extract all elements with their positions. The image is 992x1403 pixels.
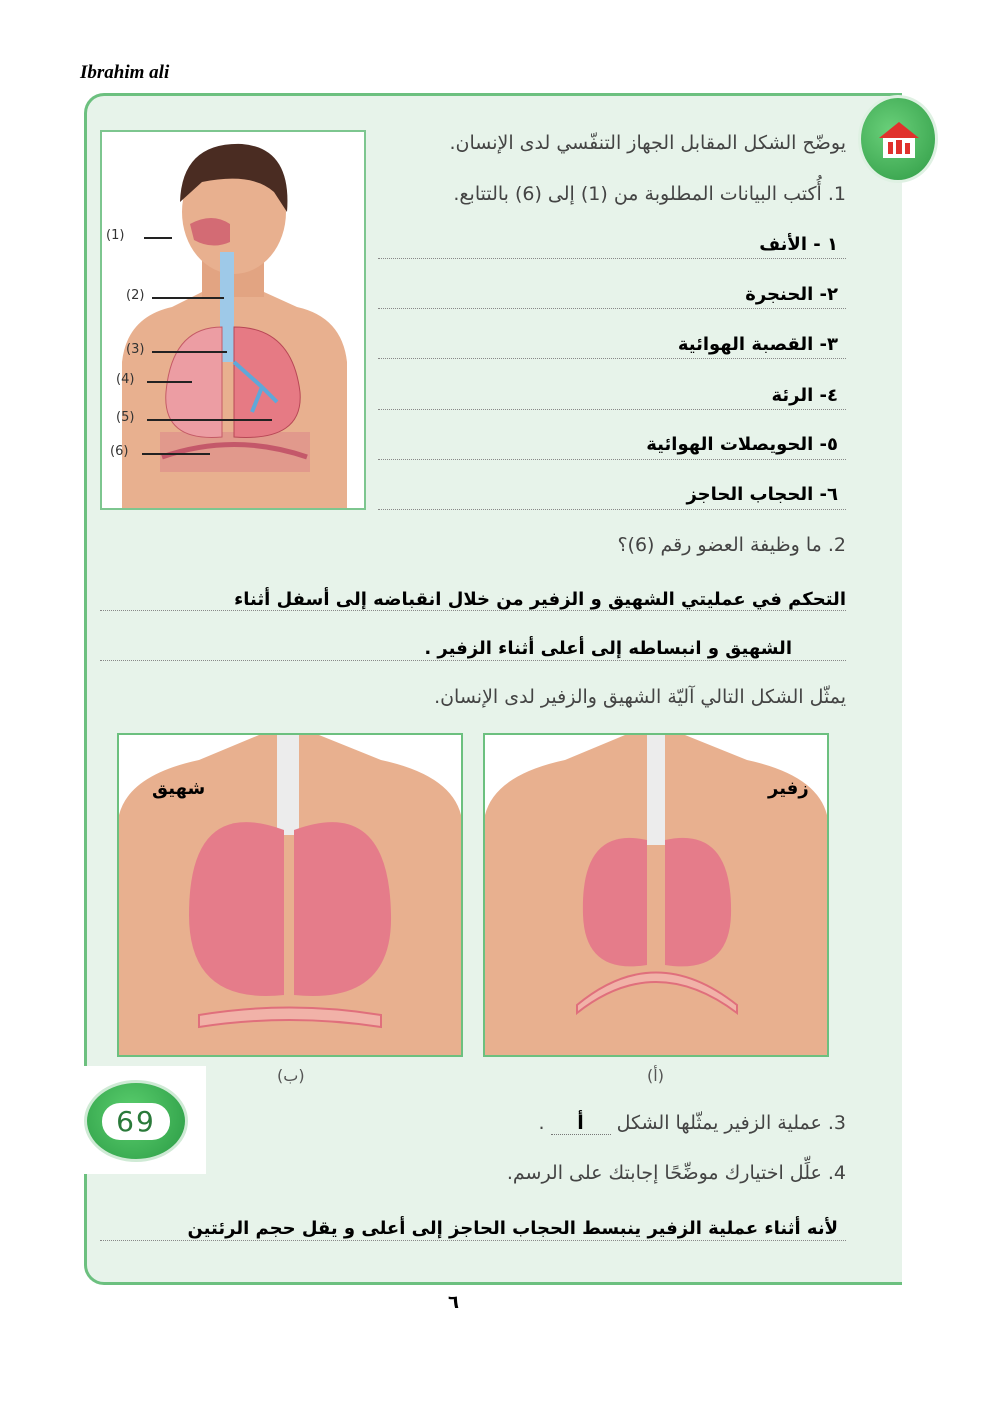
home-badge xyxy=(858,95,938,183)
answer-3: ٣- القصبة الهوائية xyxy=(677,334,838,355)
human-torso-illustration xyxy=(102,132,364,508)
q2-dotted-line-1 xyxy=(100,610,846,611)
answer-line-4 xyxy=(378,409,846,410)
caption-right: (أ) xyxy=(647,1066,664,1085)
q2-answer-line-2: الشهيق و انبساطه إلى أعلى أثناء الزفير . xyxy=(424,638,792,659)
q3-prefix: 3. عملية الزفير يمثّلها الشكل xyxy=(616,1112,846,1134)
figure-label-5: (5) xyxy=(116,410,135,425)
respiratory-system-figure xyxy=(100,130,366,510)
figure-label-3: (3) xyxy=(126,342,145,357)
figure-label-1: (1) xyxy=(106,228,125,243)
figure-label-4: (4) xyxy=(116,372,135,387)
answer-6: ٦- الحجاب الحاجز xyxy=(686,484,838,505)
panel-exhale-label: زفير xyxy=(768,778,809,799)
footer-page-number: ٦ xyxy=(448,1292,459,1313)
question-4: 4. علِّل اختيارك موضِّحًا إجابتك على الرسم. xyxy=(506,1162,846,1184)
answer-line-3 xyxy=(378,358,846,359)
question-1: 1. أُكتب البيانات المطلوبة من (1) إلى (6) بالتتابع. xyxy=(453,183,846,205)
answer-4: ٤- الرئة xyxy=(771,385,838,406)
panel-inhale-label: شهيق xyxy=(152,778,206,799)
q3-suffix: . xyxy=(538,1112,545,1134)
figure-label-2: (2) xyxy=(126,288,145,303)
question-3 xyxy=(538,1112,846,1135)
answer-2: ٢- الحنجرة xyxy=(745,284,838,305)
q2-dotted-line-2 xyxy=(100,660,846,661)
answer-5: ٥- الحويصلات الهوائية xyxy=(646,434,838,455)
figure-label-6: (6) xyxy=(110,444,129,459)
question-2: 2. ما وظيفة العضو رقم (6)؟ xyxy=(617,534,846,556)
answer-line-2 xyxy=(378,308,846,309)
page-number: 69 xyxy=(102,1103,170,1140)
q2-answer-line-1: التحكم في عمليتي الشهيق و الزفير من خلال انقباضه إلى أسفل أثناء xyxy=(234,589,846,610)
caption-left: (ب) xyxy=(277,1066,305,1085)
intro-text: يوضّح الشكل المقابل الجهاز التنفّسي لدى الإنسان. xyxy=(449,132,846,154)
mechanism-intro: يمثّل الشكل التالي آليّة الشهيق والزفير لدى الإنسان. xyxy=(434,686,846,708)
page-badge-area xyxy=(82,1066,206,1174)
answer-line-5 xyxy=(378,459,846,460)
q3-answer: أ xyxy=(551,1112,611,1135)
house-family-icon xyxy=(879,120,919,160)
q4-dotted-line xyxy=(100,1240,846,1241)
answer-line-6 xyxy=(378,509,846,510)
page-number-badge xyxy=(84,1080,188,1162)
q4-answer: لأنه أثناء عملية الزفير ينبسط الحجاب الحاجز إلى أعلى و يقل حجم الرئتين xyxy=(187,1218,838,1239)
answer-1: ١ - الأنف xyxy=(759,234,838,255)
author-name: Ibrahim ali xyxy=(80,62,170,83)
answer-line-1 xyxy=(378,258,846,259)
